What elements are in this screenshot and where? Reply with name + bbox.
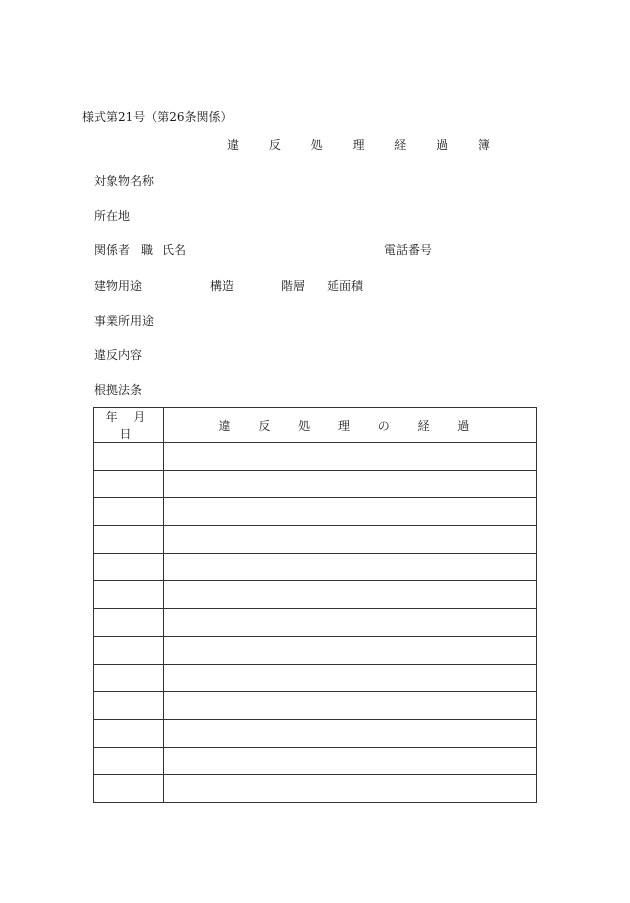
legal-basis-label: 根拠法条 (94, 383, 143, 397)
processing-log-table (93, 407, 537, 803)
progress-column-header: 違 反 処 理 の 経 過 (164, 408, 537, 443)
progress-cell[interactable] (164, 470, 537, 498)
date-cell[interactable] (94, 664, 164, 692)
table-row (94, 636, 537, 664)
table-row (94, 719, 537, 747)
progress-cell[interactable] (164, 636, 537, 664)
progress-cell[interactable] (164, 581, 537, 609)
date-cell[interactable] (94, 553, 164, 581)
date-column-header: 年 月 日 (94, 408, 164, 443)
table-row (94, 581, 537, 609)
table-row (94, 609, 537, 637)
date-cell[interactable] (94, 609, 164, 637)
floor-area-label: 延面積 (327, 279, 364, 293)
table-row (94, 498, 537, 526)
violation-label: 違反内容 (94, 348, 143, 362)
date-cell[interactable] (94, 581, 164, 609)
building-use-label: 建物用途 (94, 279, 143, 293)
table-row (94, 443, 537, 471)
date-cell[interactable] (94, 443, 164, 471)
form-number: 様式第21号（第26条関係） (82, 110, 233, 124)
table-row (94, 692, 537, 720)
progress-cell[interactable] (164, 692, 537, 720)
progress-cell[interactable] (164, 664, 537, 692)
date-cell[interactable] (94, 747, 164, 775)
structure-label: 構造 (210, 279, 235, 293)
position-label: 職 (141, 243, 154, 257)
table-body (94, 443, 537, 803)
location-label: 所在地 (94, 209, 131, 223)
phone-label: 電話番号 (384, 243, 433, 257)
document-title: 違 反 処 理 経 過 簿 (227, 138, 503, 152)
progress-cell[interactable] (164, 719, 537, 747)
progress-cell[interactable] (164, 526, 537, 554)
date-cell[interactable] (94, 636, 164, 664)
name-label: 氏名 (162, 243, 187, 257)
date-cell[interactable] (94, 498, 164, 526)
target-name-label: 対象物名称 (94, 174, 155, 188)
table-row (94, 470, 537, 498)
date-cell[interactable] (94, 692, 164, 720)
business-use-label: 事業所用途 (94, 314, 155, 328)
progress-cell[interactable] (164, 775, 537, 803)
progress-cell[interactable] (164, 443, 537, 471)
table-row (94, 526, 537, 554)
table-row (94, 664, 537, 692)
floors-label: 階層 (281, 279, 306, 293)
table-row (94, 553, 537, 581)
person-concerned-label: 関係者 (94, 243, 131, 257)
table-row (94, 747, 537, 775)
date-cell[interactable] (94, 719, 164, 747)
date-cell[interactable] (94, 775, 164, 803)
date-cell[interactable] (94, 470, 164, 498)
progress-cell[interactable] (164, 747, 537, 775)
progress-cell[interactable] (164, 553, 537, 581)
table-header-row (94, 408, 537, 443)
progress-cell[interactable] (164, 498, 537, 526)
date-cell[interactable] (94, 526, 164, 554)
table-row (94, 775, 537, 803)
progress-cell[interactable] (164, 609, 537, 637)
